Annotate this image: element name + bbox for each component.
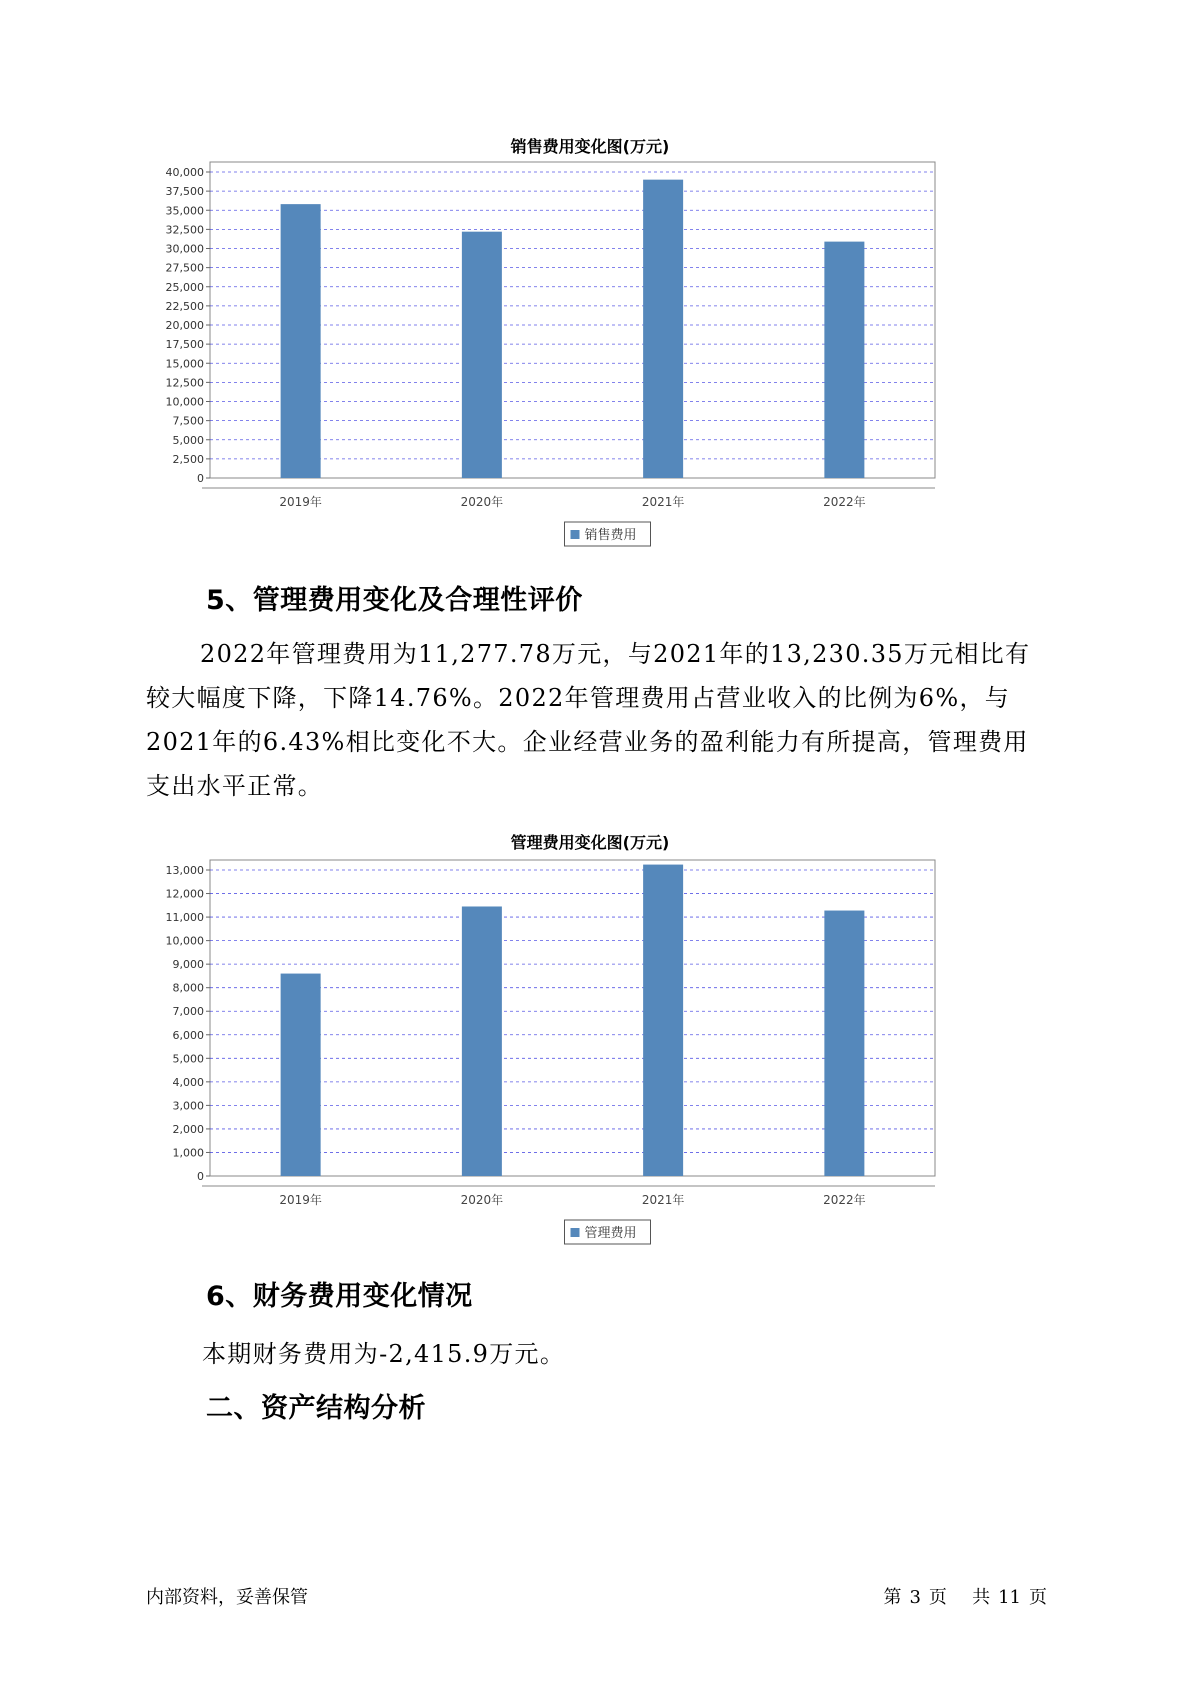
y-tick-label: 8,000 <box>172 981 204 995</box>
y-tick-label: 15,000 <box>165 357 204 371</box>
total-prefix: 共 <box>972 1587 991 1608</box>
y-tick-label: 4,000 <box>172 1075 204 1089</box>
y-tick-label: 12,000 <box>165 887 204 901</box>
y-tick-label: 32,500 <box>165 223 204 237</box>
y-tick-label: 9,000 <box>172 958 204 972</box>
page-label-suffix: 页 <box>928 1587 947 1608</box>
y-tick-label: 6,000 <box>172 1028 204 1042</box>
footer-page-info <box>879 1583 1051 1609</box>
bar-2019年 <box>281 974 321 1176</box>
sales-expense-chart <box>120 120 1060 560</box>
footer-confidential-note: 内部资料，妥善保管 <box>146 1587 308 1608</box>
y-tick-label: 37,500 <box>165 185 204 199</box>
y-tick-label: 3,000 <box>172 1099 204 1113</box>
x-tick-label: 2019年 <box>279 495 322 509</box>
y-tick-label: 30,000 <box>165 242 204 256</box>
section-two-heading: 二、资产结构分析 <box>206 1393 426 1424</box>
bar-2022年 <box>824 911 864 1176</box>
x-tick-label: 2020年 <box>460 1193 504 1207</box>
y-tick-label: 2,500 <box>172 452 204 466</box>
y-tick-label: 12,500 <box>165 376 204 390</box>
total-suffix: 页 <box>1029 1587 1047 1608</box>
bar-2020年 <box>462 906 502 1176</box>
legend-label: 销售费用 <box>584 528 637 543</box>
section-5-heading: 5、管理费用变化及合理性评价 <box>206 585 583 616</box>
y-tick-label: 7,500 <box>172 414 204 428</box>
y-tick-label: 0 <box>197 472 204 485</box>
y-tick-label: 35,000 <box>165 204 204 218</box>
chart-title: 管理费用变化图(万元) <box>510 833 670 852</box>
chart-svg <box>120 150 1060 570</box>
y-tick-label: 40,000 <box>165 166 204 179</box>
y-tick-label: 11,000 <box>165 911 204 925</box>
section-6-text: 本期财务费用为-2,415.9万元。 <box>202 1340 566 1368</box>
bar-2022年 <box>824 242 864 478</box>
y-tick-label: 1,000 <box>172 1146 204 1160</box>
y-tick-label: 27,500 <box>165 261 204 275</box>
y-tick-label: 17,500 <box>165 338 204 352</box>
y-tick-label: 10,000 <box>165 934 204 948</box>
y-tick-label: 10,000 <box>165 395 204 409</box>
chart-svg <box>120 848 1060 1268</box>
legend-label: 管理费用 <box>584 1226 637 1241</box>
y-tick-label: 13,000 <box>165 864 204 877</box>
x-tick-label: 2020年 <box>460 495 504 509</box>
y-tick-label: 0 <box>197 1170 204 1183</box>
y-tick-label: 25,000 <box>165 280 204 294</box>
total-pages: 11 <box>998 1587 1021 1608</box>
y-tick-label: 2,000 <box>172 1122 204 1136</box>
y-tick-label: 7,000 <box>172 1005 204 1019</box>
y-tick-label: 20,000 <box>165 319 204 332</box>
page-number: 3 <box>909 1587 921 1608</box>
bar-2020年 <box>462 232 502 478</box>
x-tick-label: 2022年 <box>823 495 866 509</box>
admin-expense-chart <box>120 818 1060 1258</box>
x-tick-label: 2021年 <box>641 495 685 509</box>
section-6-heading: 6、财务费用变化情况 <box>206 1281 473 1312</box>
x-tick-label: 2019年 <box>279 1193 322 1207</box>
y-tick-label: 5,000 <box>172 433 204 447</box>
chart-title: 销售费用变化图(万元) <box>510 137 670 156</box>
bar-2021年 <box>643 865 683 1176</box>
section-5-paragraph: 2022年管理费用为11,277.78万元，与2021年的13,230.35万元相比有较大幅度下降，下降14.76%。2022年管理费用占营业收入的比例为6%，与2021年的6.43%相比变化不大。企业经营业务的盈利能力有所提高，管理费用支出水平正常。 <box>146 640 1031 800</box>
bar-2021年 <box>643 180 683 478</box>
legend-swatch <box>571 530 580 539</box>
y-tick-label: 5,000 <box>172 1052 204 1066</box>
legend-swatch <box>571 1228 580 1237</box>
x-tick-label: 2022年 <box>823 1193 866 1207</box>
bar-2019年 <box>281 204 321 478</box>
page-label-prefix: 第 <box>883 1587 902 1608</box>
y-tick-label: 22,500 <box>165 299 204 313</box>
x-tick-label: 2021年 <box>641 1193 685 1207</box>
